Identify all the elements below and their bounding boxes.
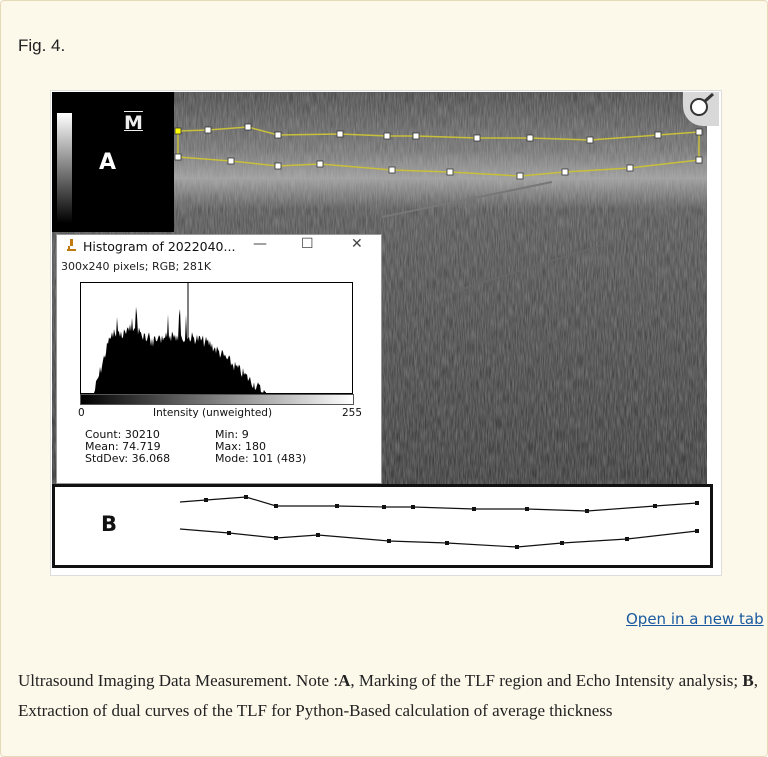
stat-min: Min: 9	[215, 428, 249, 441]
close-button[interactable]: ✕	[351, 236, 363, 252]
stat-max: Max: 180	[215, 440, 266, 453]
open-in-new-tab-link[interactable]: Open in a new tab	[626, 610, 764, 628]
caption-part-2: , Marking of the TLF region and Echo Intensity analysis;	[350, 671, 743, 690]
histogram-window[interactable]	[56, 234, 382, 484]
stat-mean: Mean: 74.719	[85, 440, 161, 453]
caption-part-1: Ultrasound Imaging Data Measurement. Note :	[18, 671, 339, 690]
panel-a-letter: A	[99, 150, 117, 175]
minimize-button[interactable]: —	[253, 236, 267, 252]
scanner-logo: M	[124, 112, 143, 134]
stat-mode: Mode: 101 (483)	[215, 452, 307, 465]
stat-stddev: StdDev: 36.068	[85, 452, 171, 465]
intensity-gradient	[80, 394, 354, 405]
caption-part-3: , Extraction of dual curves of the TLF for Python-Based calculation of average thickness	[18, 671, 758, 720]
roi-lower-curve	[178, 157, 699, 176]
x-min-label: 0	[78, 407, 85, 419]
histogram-plot	[80, 282, 354, 394]
figure-caption	[18, 666, 758, 726]
maximize-button[interactable]: ☐	[301, 236, 314, 252]
roi-upper-curve	[178, 127, 699, 140]
stat-count: Count: 30210	[85, 428, 160, 441]
histogram-subtitle: 300x240 pixels; RGB; 281K	[61, 260, 212, 273]
x-max-label: 255	[342, 407, 363, 419]
panel-b	[52, 484, 713, 568]
caption-letter-a: A	[338, 671, 351, 690]
microscope-icon	[65, 238, 77, 252]
histogram-title: Histogram of 2022040...	[83, 239, 236, 254]
panel-b-letter: B	[101, 512, 118, 536]
caption-letter-b: B	[742, 671, 754, 690]
figure-label: Fig. 4.	[18, 36, 66, 55]
x-axis-label: Intensity (unweighted)	[153, 407, 273, 419]
